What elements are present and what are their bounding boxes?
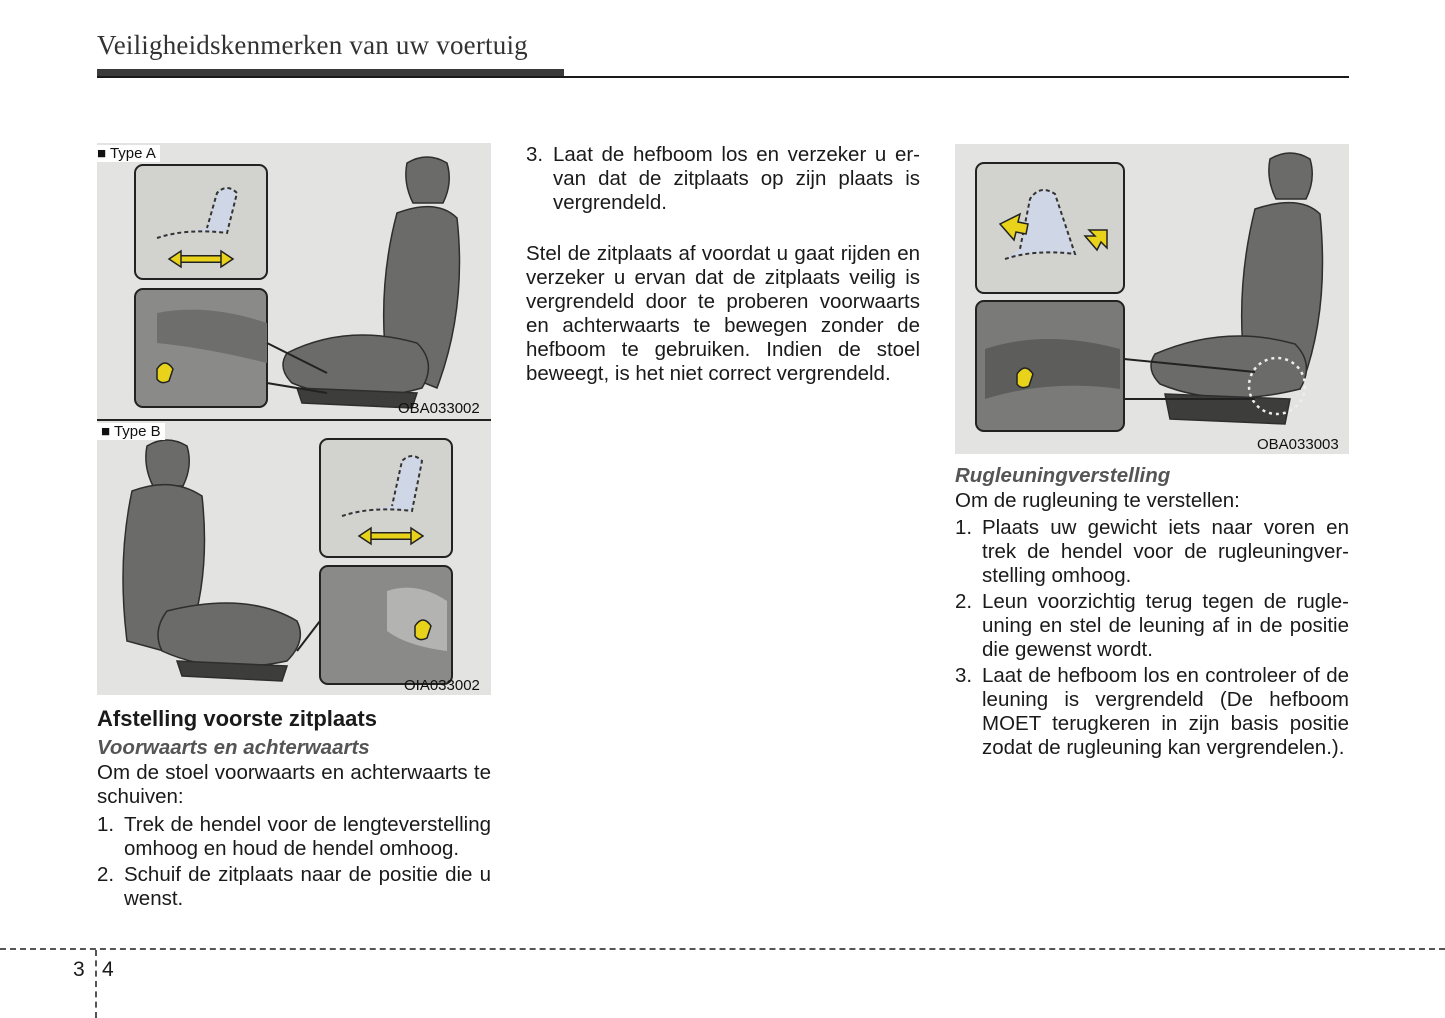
list-item: 3. Laat de hefboom los en verzeker u ervan dat de zitplaats op zijn plaats is vergrendeld. bbox=[526, 143, 920, 214]
list-item: 1. Plaats uw gewicht iets naar voren en trek de hendel voor de rugleuningverstelling omhoog. bbox=[955, 516, 1349, 587]
forward-backward-steps bbox=[97, 813, 491, 911]
footer-separator bbox=[95, 950, 97, 1018]
figure-recline bbox=[955, 144, 1349, 454]
forward-backward-steps-continued bbox=[526, 143, 920, 215]
list-item: 2. Schuif de zitplaats naar de positie die u wenst. bbox=[97, 863, 491, 910]
figure-type-b bbox=[97, 421, 491, 695]
footer-rule bbox=[0, 948, 1445, 950]
figure-type-a bbox=[97, 143, 491, 419]
right-column bbox=[955, 463, 1349, 760]
page-number: 4 bbox=[102, 958, 114, 981]
left-column bbox=[97, 705, 491, 911]
figure-type-a-code: OBA033002 bbox=[398, 400, 480, 417]
subsection-heading-forward-backward: Voorwaarts en achterwaarts bbox=[97, 736, 370, 759]
figure-type-b-code: OIA033002 bbox=[404, 677, 480, 694]
section-heading: Afstelling voorste zitplaats bbox=[97, 706, 377, 731]
forward-backward-intro: Om de stoel voorwaarts en achterwaarts te schuiven: bbox=[97, 761, 491, 808]
list-item: 1. Trek de hendel voor de lengteverstelling omhoog en houd de hendel omhoog. bbox=[97, 813, 491, 860]
seat-lock-paragraph: Stel de zitplaats af voordat u gaat rijden en verzeker u ervan dat de zitplaats veilig is vergrendeld door te proberen voorwaarts en achterwaarts te bewegen zonder de hefboom te gebruiken. Indien de stoel beweegt, is het niet correct vergrendeld. bbox=[526, 242, 920, 385]
seat-illustration-recline bbox=[955, 144, 1349, 454]
seat-illustration-type-a bbox=[97, 143, 491, 419]
figure-type-a-label: ■ Type A bbox=[97, 145, 160, 162]
seat-illustration-type-b bbox=[97, 421, 491, 695]
subsection-heading-recline: Rugleuningverstelling bbox=[955, 464, 1171, 487]
figure-recline-code: OBA033003 bbox=[1257, 436, 1339, 453]
header-rule bbox=[97, 76, 1349, 78]
page-header-title: Veiligheidskenmerken van uw voertuig bbox=[97, 30, 528, 60]
middle-column bbox=[526, 143, 920, 386]
list-item: 3. Laat de hefboom los en controleer of de leuning is vergrendeld (De hefboom MOET terugkeren in zijn basis positie zodat de rugleuning kan vergrendelen.). bbox=[955, 664, 1349, 759]
recline-intro: Om de rugleuning te verstellen: bbox=[955, 489, 1240, 512]
list-item: 2. Leun voorzichtig terug tegen de rugleuning en stel de leuning af in de positie die gewenst wordt. bbox=[955, 590, 1349, 661]
recline-steps bbox=[955, 516, 1349, 760]
chapter-number: 3 bbox=[73, 958, 85, 981]
figure-type-b-label: ■ Type B bbox=[97, 423, 165, 440]
